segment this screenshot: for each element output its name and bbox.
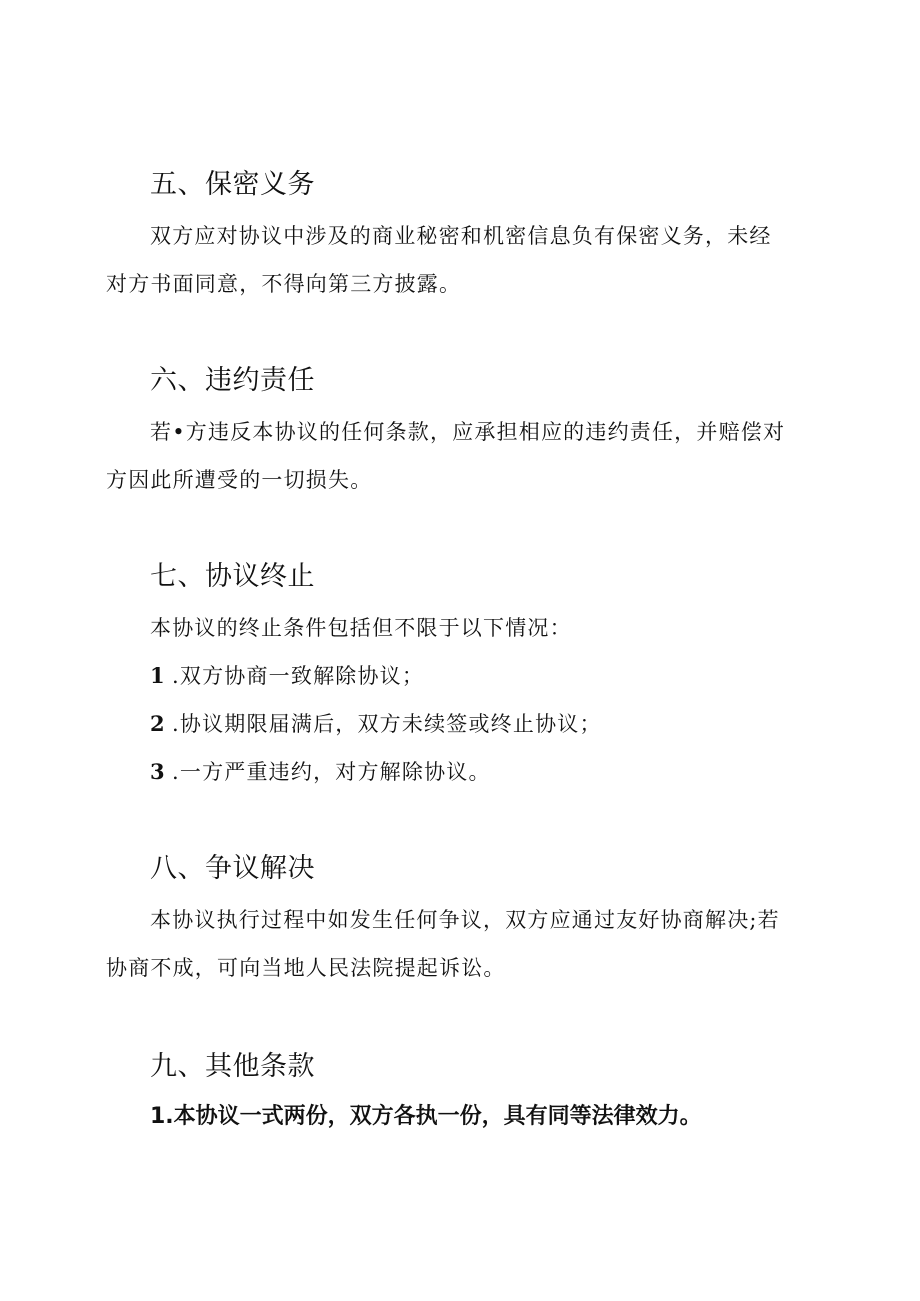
list-item-number: 1 (150, 663, 166, 688)
section-heading-liability: 六、违约责任 (150, 365, 315, 396)
paragraph-line: 双方应对协议中涉及的商业秘密和机密信息负有保密义务，未经 (150, 224, 772, 248)
section-heading-termination: 七、协议终止 (150, 561, 315, 592)
list-item-text: .协议期限届满后，双方未续签或终止协议； (172, 712, 602, 736)
list-item (150, 710, 602, 738)
paragraph-line: 对方书面同意，不得向第三方披露。 (106, 272, 462, 296)
list-item-number: 2 (150, 711, 166, 736)
section-heading-other-terms: 九、其他条款 (150, 1051, 315, 1082)
paragraph-line: 方因此所遭受的一切损失。 (106, 468, 373, 492)
section-heading-dispute: 八、争议解决 (150, 853, 315, 884)
list-item-text: .一方严重违约，对方解除协议。 (172, 760, 491, 784)
paragraph-intro: 本协议的终止条件包括但不限于以下情况： (150, 616, 572, 640)
list-item (150, 662, 424, 690)
section-heading-confidentiality: 五、保密义务 (150, 169, 315, 200)
paragraph-line: 本协议执行过程中如发生任何争议，双方应通过友好协商解决;若 (150, 908, 780, 932)
list-item-text: .双方协商一致解除协议； (172, 664, 425, 688)
list-item-number: 3 (150, 759, 166, 784)
list-item (150, 758, 491, 786)
paragraph-line: 协商不成，可向当地人民法院提起诉讼。 (106, 956, 506, 980)
bold-clause-line: 1.本协议一式两份，双方各执一份，具有同等法律效力。 (150, 1104, 702, 1129)
paragraph-line: 若•方违反本协议的任何条款，应承担相应的违约责任，并赔偿对 (150, 420, 786, 444)
